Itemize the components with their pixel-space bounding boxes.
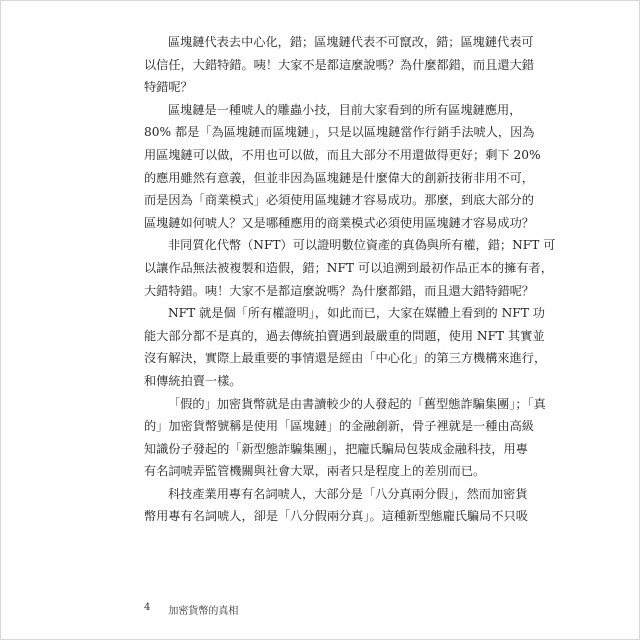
paragraph xyxy=(144,99,541,235)
paragraph xyxy=(144,393,546,483)
paragraph xyxy=(144,302,547,392)
text-line: 和傳統拍賣一樣。 xyxy=(144,373,242,388)
page-footer xyxy=(144,602,238,617)
text-line: 「假的」加密貨幣就是由書讀較少的人發起的「舊型態詐騙集團」；「真 xyxy=(168,396,546,411)
text-line: 特錯呢？ xyxy=(144,80,193,95)
text-line: NFT 就是個「所有權證明」，如此而已，大家在媒體上看到的 NFT 功 xyxy=(168,306,545,321)
text-line: 而是因為「商業模式」必須使用區塊鏈才容易成功。那麼，到底大部分的 xyxy=(144,193,534,208)
paragraph xyxy=(144,483,528,528)
text-line: 大錯特錯。咦！大家不是都這麼說嗎？為什麼都錯，而且還大錯特錯呢？ xyxy=(144,283,534,298)
text-line: 知識份子發起的「新型態詐騙集團」，把龐氏騙局包裝成金融科技，用專 xyxy=(144,441,528,456)
text-line: 80% 都是「為區塊鏈而區塊鏈」，只是以區塊鏈當作行銷手法唬人，因為 xyxy=(144,125,535,140)
page-number: 4 xyxy=(144,602,151,613)
text-line: 能大部分都不是真的，過去傳統拍賣遇到最嚴重的問題，使用 NFT 其實並 xyxy=(144,328,545,343)
text-line: 以讓作品無法被複製和造假，錯；NFT 可以追溯到最初作品正本的擁有者， xyxy=(144,260,553,275)
text-line: 沒有解決，實際上最重要的事情還是經由「中心化」的第三方機構來進行， xyxy=(144,351,547,366)
text-line: 有名詞唬弄監管機關與社會大眾，兩者只是程度上的差別而已。 xyxy=(144,464,486,479)
text-line: 非同質化代幣（NFT）可以證明數位資產的真偽與所有權，錯；NFT 可 xyxy=(168,238,556,253)
running-title: 加密貨幣的真相 xyxy=(168,606,239,617)
text-line: 以信任，大錯特錯。咦！大家不是都這麼說嗎？為什麼都錯，而且還大錯 xyxy=(144,57,534,72)
paragraph xyxy=(144,234,556,302)
text-line: 區塊鏈是一種唬人的雕蟲小技，目前大家看到的所有區塊鏈應用， xyxy=(168,102,522,117)
text-line: 的應用雖然有意義，但並非因為區塊鏈是什麼偉大的創新技術非用不可， xyxy=(144,170,534,185)
text-line: 區塊鏈如何唬人？又是哪種應用的商業模式必須使用區塊鏈才容易成功？ xyxy=(144,215,534,230)
text-line: 科技產業用專有名詞唬人，大部分是「八分真兩分假」，然而加密貨 xyxy=(168,486,528,501)
text-line: 幣用專有名詞唬人，卻是「八分假兩分真」。這種新型態龐氏騙局不只吸 xyxy=(144,509,528,524)
text-line: 的」加密貨幣號稱是使用「區塊鏈」的金融創新，骨子裡就是一種由高級 xyxy=(144,419,534,434)
text-line: 用區塊鏈可以做，不用也可以做，而且大部分不用還做得更好；剩下 20% xyxy=(144,147,541,162)
body-text xyxy=(144,31,556,528)
text-line: 區塊鏈代表去中心化，錯；區塊鏈代表不可竄改，錯；區塊鏈代表可 xyxy=(168,35,534,49)
paragraph xyxy=(144,31,534,99)
